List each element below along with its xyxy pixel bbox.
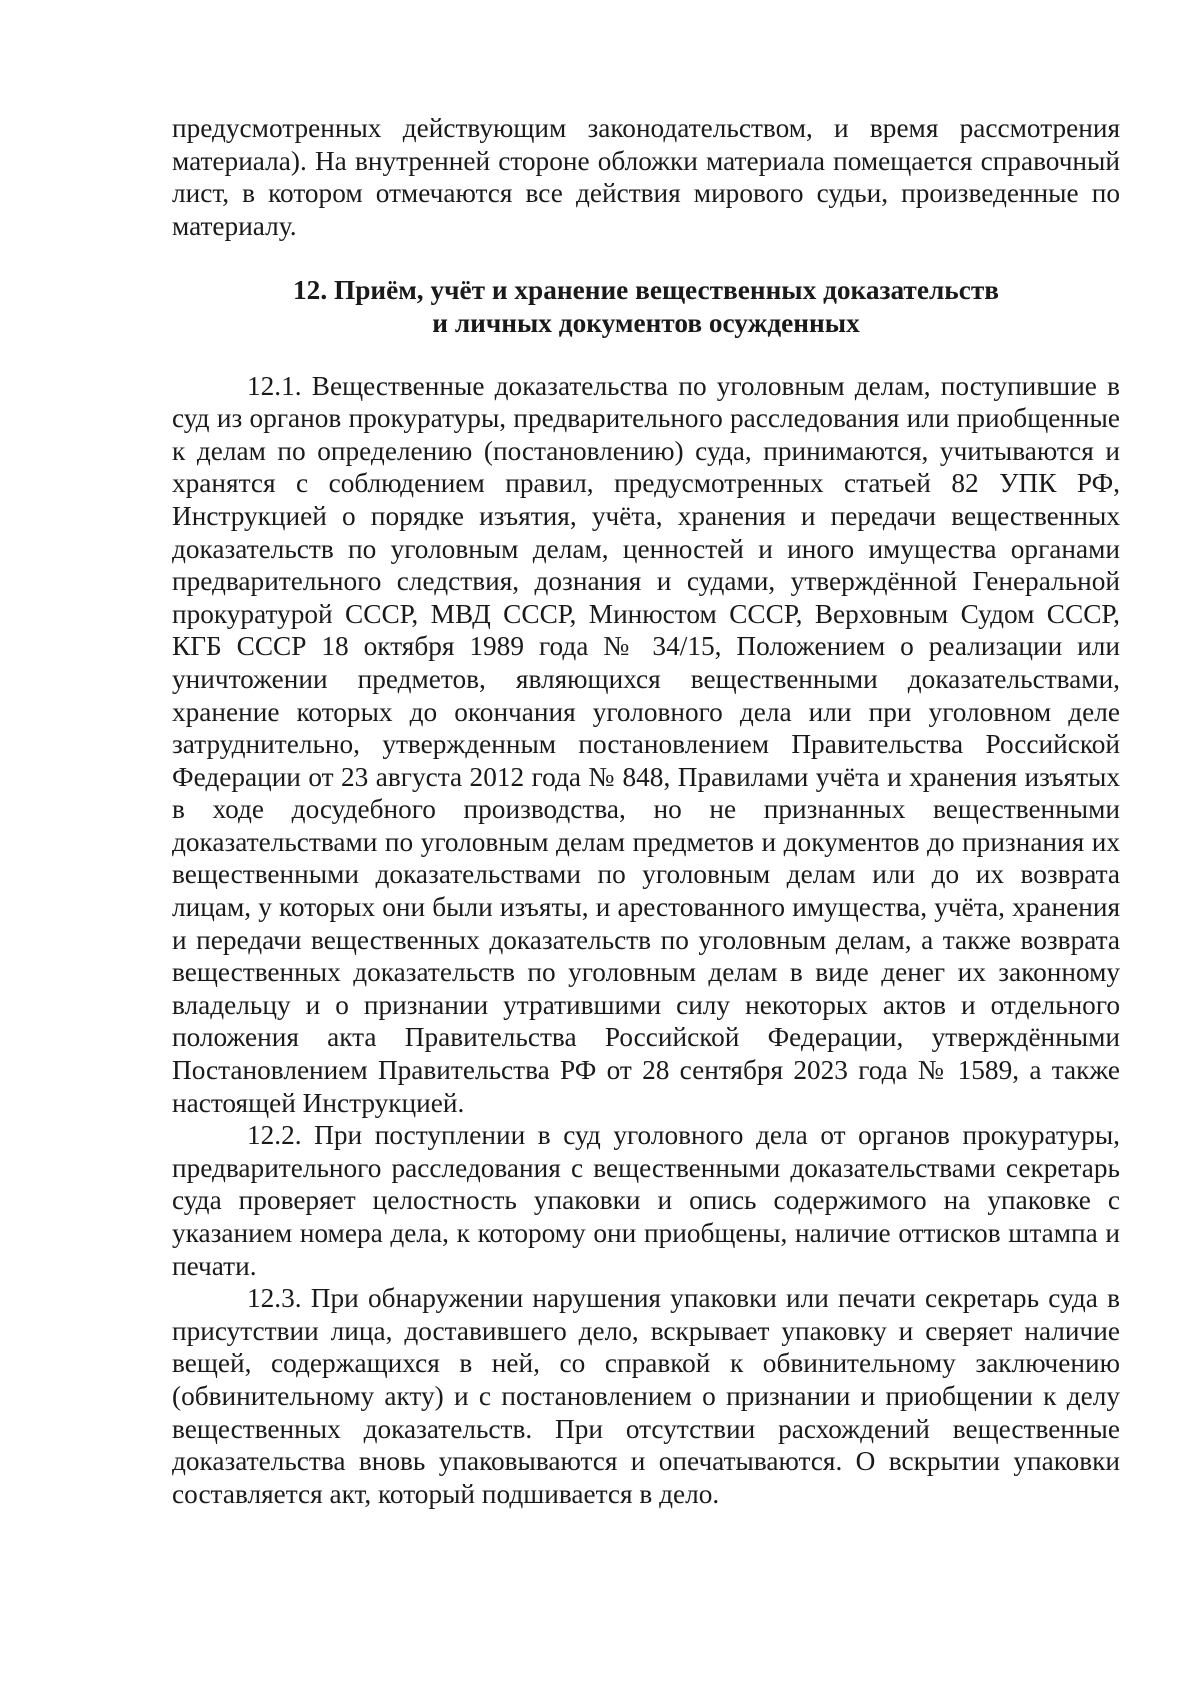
document-page [172,112,1120,1510]
section-heading [172,274,1120,339]
paragraph-12-3: 12.3. При обнаружении нарушения упаковки или печати секретарь суда в присутствии лица, доставившего дело, вскрывает упаковку и сверяет наличие вещей, содержащихся в ней, со справкой к обвинительному заключению (обвинительному акту) и с постановлением о признании и приобщении к делу вещественных доказательств. При отсутствии расхождений вещественные доказательства вновь упаковываются и опечатываются. О вскрытии упаковки составляется акт, который подшивается в дело. [172,1283,1120,1509]
intro-paragraph: предусмотренных действующим законодательством, и время рассмотрения материала). На внутренней стороне обложки материала помещается справочный лист, в котором отмечаются все действия мирового судьи, произведенные по материалу. [172,113,1120,241]
section-title-line-2: и личных документов осужденных [432,307,860,338]
section-title-line-1: 12. Приём, учёт и хранение вещественных доказательств [293,275,999,306]
paragraph-12-2: 12.2. При поступлении в суд уголовного дела от органов прокуратуры, предварительного расследования с вещественными доказательствами секретарь суда проверяет целостность упаковки и опись содержимого на упаковке с указанием номера дела, к которому они приобщены, наличие оттисков штампа и печати. [172,1120,1120,1281]
paragraph-12-1: 12.1. Вещественные доказательства по уголовным делам, поступившие в суд из органов прокуратуры, предварительного расследования или приобщенные к делам по определению (постановлению) суда, принимаются, учитываются и хранятся с соблюдением правил, предусмотренных статьей 82 УПК РФ, Инструкцией о порядке изъятия, учёта, хранения и передачи вещественных доказательств по уголовным делам, ценностей и иного имущества органами предварительного следствия, дознания и судами, утверждённой Генеральной прокуратурой СССР, МВД СССР, Минюстом СССР, Верховным Судом СССР, КГБ СССР 18 октября 1989 года № 34/15, Положением о реализации или уничтожении предметов, являющихся вещественными доказательствами, хранение которых до окончания уголовного дела или при уголовном деле затруднительно, утвержденным постановлением Правительства Российской Федерации от 23 августа 2012 года № 848, Правилами учёта и хранения изъятых в ходе досудебного производства, но не признанных вещественными доказательствами по уголовным делам предметов и документов до признания их вещественными доказательствами по уголовным делам или до их возврата лицам, у которых они были изъяты, и арестованного имущества, учёта, хранения и передачи вещественных доказательств по уголовным делам, а также возврата вещественных доказательств по уголовным делам в виде денег их законному владельцу и о признании утратившими силу некоторых актов и отдельного положения акта Правительства Российской Федерации, утверждёнными Постановлением Правительства РФ от 28 сентября 2023 года № 1589, а также настоящей Инструкцией. [172,370,1120,1118]
